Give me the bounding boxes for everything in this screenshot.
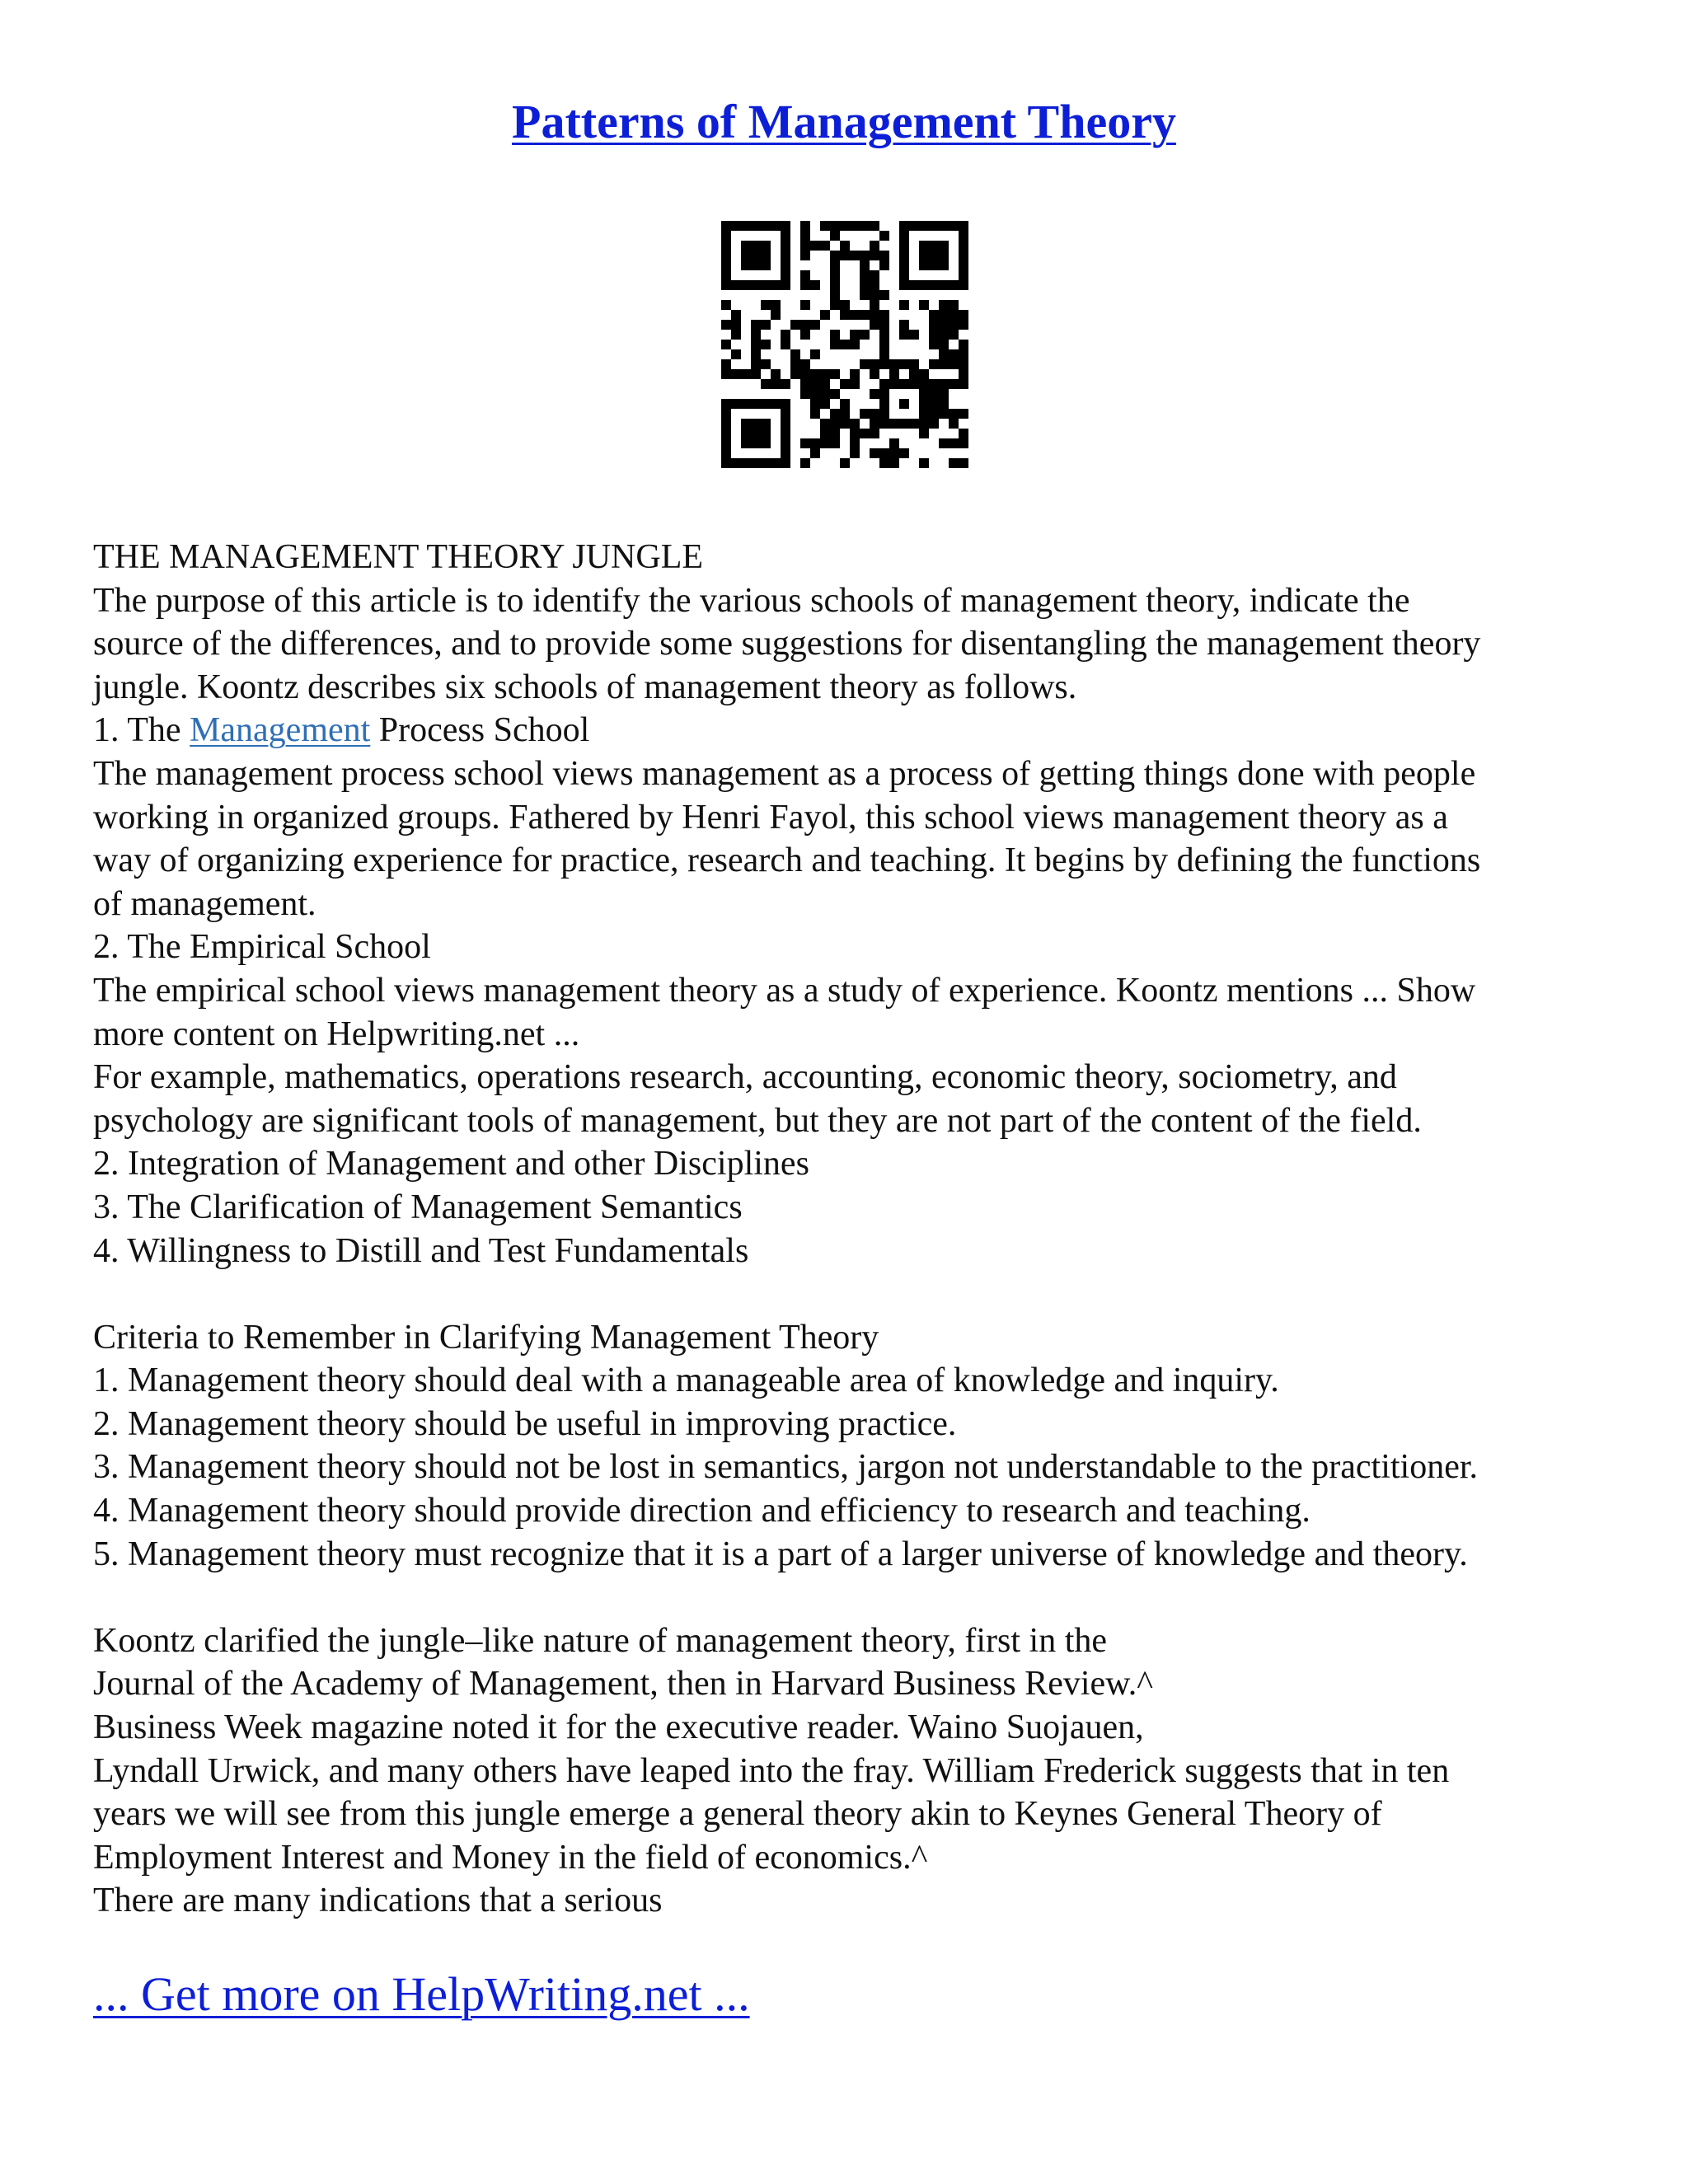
body-line: There are many indications that a serious bbox=[93, 1882, 663, 1920]
body-line: more content on Helpwriting.net ... bbox=[93, 1015, 580, 1053]
body-line: way of organizing experience for practice, research and teaching. It begins by defining the functions bbox=[93, 841, 1481, 880]
body-line: The purpose of this article is to identify the various schools of management theory, indicate the bbox=[93, 581, 1410, 620]
body-line: psychology are significant tools of management, but they are not part of the content of the field. bbox=[93, 1101, 1422, 1140]
body-line: Koontz clarified the jungle–like nature of management theory, first in the bbox=[93, 1621, 1108, 1660]
get-more-link[interactable]: ... Get more on HelpWriting.net ... bbox=[93, 1967, 750, 2021]
body-line: of management. bbox=[93, 884, 316, 923]
body-line: years we will see from this jungle emerge a general theory akin to Keynes General Theory of bbox=[93, 1795, 1382, 1834]
body-line: 2. The Empirical School bbox=[93, 928, 431, 967]
body-line: 5. Management theory must recognize that it is a part of a larger universe of knowledge and theory. bbox=[93, 1535, 1468, 1573]
body-line: 4. Willingness to Distill and Test Fundamentals bbox=[93, 1231, 749, 1270]
qr-code bbox=[721, 221, 968, 468]
page-title bbox=[0, 89, 1688, 155]
body-line: 2. Integration of Management and other Disciplines bbox=[93, 1145, 809, 1183]
body-line: working in organized groups. Fathered by Henri Fayol, this school views management theory as a bbox=[93, 798, 1448, 837]
body-line: 1. Management theory should deal with a manageable area of knowledge and inquiry. bbox=[93, 1361, 1279, 1400]
body-line: The management process school views management as a process of getting things done with people bbox=[93, 754, 1476, 793]
body-line bbox=[93, 709, 1601, 752]
article-body bbox=[93, 536, 1601, 1923]
body-line: For example, mathematics, operations research, accounting, economic theory, sociometry, and bbox=[93, 1058, 1397, 1097]
body-line: source of the differences, and to provide some suggestions for disentangling the management theory bbox=[93, 625, 1481, 663]
body-line: THE MANAGEMENT THEORY JUNGLE bbox=[93, 538, 704, 576]
management-link[interactable]: Management bbox=[190, 711, 371, 750]
body-line: 4. Management theory should provide direction and efficiency to research and teaching. bbox=[93, 1492, 1311, 1530]
body-line: Criteria to Remember in Clarifying Management Theory bbox=[93, 1318, 879, 1357]
blank-line bbox=[93, 1272, 1601, 1316]
body-line: The empirical school views management theory as a study of experience. Koontz mentions ... Show bbox=[93, 971, 1476, 1010]
body-line: Business Week magazine noted it for the executive reader. Waino Suojauen, bbox=[93, 1708, 1144, 1747]
line-suffix: Process School bbox=[370, 711, 590, 750]
body-line: Employment Interest and Money in the field of economics.^ bbox=[93, 1838, 928, 1877]
footer bbox=[93, 1966, 750, 2023]
body-line: jungle. Koontz describes six schools of management theory as follows. bbox=[93, 668, 1077, 706]
title-link[interactable]: Patterns of Management Theory bbox=[512, 95, 1176, 148]
body-line: 3. The Clarification of Management Semantics bbox=[93, 1188, 743, 1226]
body-line: 2. Management theory should be useful in improving practice. bbox=[93, 1404, 957, 1443]
line-prefix: 1. The bbox=[93, 711, 190, 750]
body-line: 3. Management theory should not be lost in semantics, jargon not understandable to the practitioner. bbox=[93, 1448, 1479, 1487]
body-line: Lyndall Urwick, and many others have leaped into the fray. William Frederick suggests that in ten bbox=[93, 1751, 1450, 1790]
body-line: Journal of the Academy of Management, then in Harvard Business Review.^ bbox=[93, 1665, 1153, 1704]
blank-line bbox=[93, 1576, 1601, 1619]
qr-code-image bbox=[721, 221, 968, 468]
